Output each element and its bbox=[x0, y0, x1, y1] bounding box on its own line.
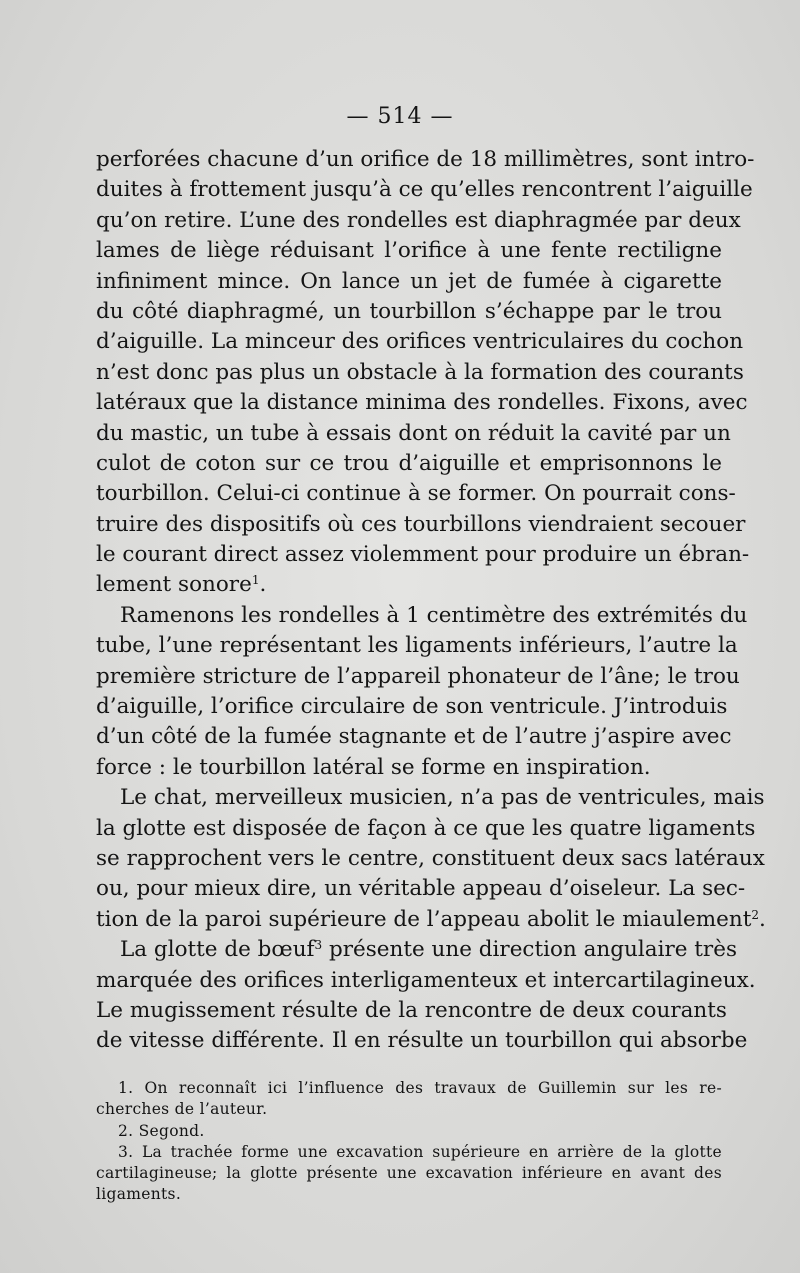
text-line: n’est donc pas plus un obstacle à la formation des courants bbox=[96, 359, 744, 385]
text-line: du mastic, un tube à essais dont on réduit la cavité par un bbox=[96, 420, 731, 446]
footnote-ref: 1 bbox=[251, 573, 260, 588]
text-line: d’un côté de la fumée stagnante et de l’autre j’aspire avec bbox=[96, 724, 732, 750]
text-line bbox=[96, 570, 722, 600]
text-line: truire des dispositifs où ces tourbillons viendraient secouer bbox=[96, 511, 746, 537]
text-line: d’aiguille. La minceur des orifices ventriculaires du cochon bbox=[96, 329, 744, 355]
text-line: culot de coton sur ce trou d’aiguille et emprisonnons le bbox=[96, 450, 722, 476]
line-text: La glotte de bœuf bbox=[120, 937, 315, 963]
text-line: du côté diaphragmé, un tourbillon s’échappe par le trou bbox=[96, 298, 722, 324]
line-punctuation: . bbox=[758, 906, 766, 932]
footnote-line: ligaments. bbox=[96, 1185, 182, 1204]
text-line: perforées chacune d’un orifice de 18 millimètres, sont intro- bbox=[96, 147, 755, 172]
paragraph bbox=[96, 783, 766, 935]
text-line: Ramenons les rondelles à 1 centimètre des extrémités du bbox=[120, 602, 748, 628]
text-line: infiniment mince. On lance un jet de fumée à cigarette bbox=[96, 268, 722, 294]
text-line: qu’on retire. L’une des rondelles est diaphragmée par deux bbox=[96, 207, 741, 233]
text-line: Le mugissement résulte de la rencontre de deux courants bbox=[96, 997, 727, 1023]
line-text: présente une direction angulaire très bbox=[322, 937, 737, 963]
footnote-ref: 3 bbox=[314, 938, 323, 953]
paragraph bbox=[96, 601, 748, 783]
text-line: première stricture de l’appareil phonateur de l’âne; le trou bbox=[96, 663, 740, 689]
footnote-ref: 2 bbox=[751, 907, 759, 922]
text-line: marquée des orifices interligamenteux et intercartilagineux. bbox=[96, 967, 756, 993]
footnote-line: 1. On reconnaît ici l’influence des travaux de Guillemin sur les re- bbox=[118, 1079, 722, 1097]
text-line: la glotte est disposée de façon à ce que les quatre ligaments bbox=[96, 815, 756, 841]
text-line: tourbillon. Celui-ci continue à se former. On pourrait cons- bbox=[96, 481, 736, 507]
text-line: se rapprochent vers le centre, constituent deux sacs latéraux bbox=[96, 845, 765, 871]
footnote-line: cartilagineuse; la glotte présente une excavation inférieure en avant des bbox=[96, 1164, 722, 1183]
footnote-line: cherches de l’auteur. bbox=[96, 1100, 268, 1119]
body-text bbox=[96, 145, 766, 1057]
footnote bbox=[96, 1078, 722, 1121]
text-line: force : le tourbillon latéral se forme en inspiration. bbox=[96, 754, 651, 780]
page-number: — 514 — bbox=[346, 104, 454, 129]
footnote-line: 3. La trachée forme une excavation supérieure en arrière de la glotte bbox=[118, 1142, 722, 1161]
footnote bbox=[96, 1142, 722, 1206]
line-text: lement sonore bbox=[96, 572, 252, 598]
text-line: latéraux que la distance minima des rondelles. Fixons, avec bbox=[96, 390, 748, 416]
text-line: Le chat, merveilleux musicien, n’a pas de ventricules, mais bbox=[120, 785, 765, 811]
footnotes bbox=[96, 1078, 722, 1206]
paragraph bbox=[96, 145, 755, 601]
text-line bbox=[96, 935, 737, 965]
line-text: tion de la paroi supérieure de l’appeau abolit le miaulement bbox=[96, 906, 752, 932]
text-line: le courant direct assez violemment pour produire un ébran- bbox=[96, 542, 750, 568]
text-line: de vitesse différente. Il en résulte un tourbillon qui absorbe bbox=[96, 1028, 748, 1054]
paragraph bbox=[96, 935, 756, 1057]
text-line: duites à frottement jusqu’à ce qu’elles rencontrent l’aiguille bbox=[96, 177, 753, 203]
line-punctuation: . bbox=[259, 572, 267, 598]
text-line: lames de liège réduisant l’orifice à une fente rectiligne bbox=[96, 238, 722, 264]
footnote bbox=[96, 1121, 722, 1142]
text-line bbox=[96, 905, 766, 935]
text-line: ou, pour mieux dire, un véritable appeau d’oiseleur. La sec- bbox=[96, 876, 746, 902]
footnote-line: 2. Segond. bbox=[118, 1121, 205, 1140]
text-line: tube, l’une représentant les ligaments inférieurs, l’autre la bbox=[96, 633, 738, 659]
text-line: d’aiguille, l’orifice circulaire de son ventricule. J’introduis bbox=[96, 694, 728, 720]
